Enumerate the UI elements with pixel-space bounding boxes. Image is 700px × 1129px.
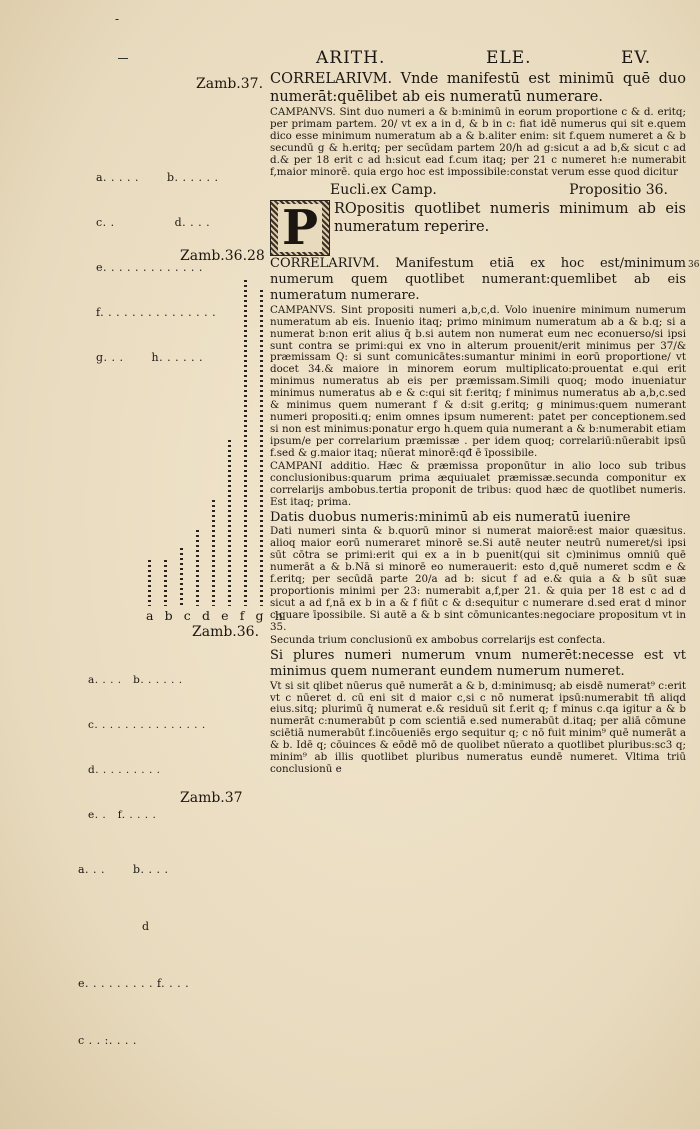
- dot-column-a: [148, 560, 151, 606]
- correlarium-paragraph-2: CORRELARIVM. Manifestum etiā ex hoc est/minimum numerum quem quotlibet numerant:quemlibet ab eis numeratum numerare.: [270, 256, 686, 303]
- running-head: [316, 48, 686, 72]
- proposition-block: [270, 200, 686, 256]
- figure-row: d. . . . . . . . .: [88, 764, 161, 776]
- campani-additio-paragraph: CAMPANI additio. Hæc & præmissa proponūtur in alio loco sub tribus conclusionibus:quarum prima æquiualet præmissæ.secunda componitur ex correlarijs ambobus.tertia proponit de tribus: quod hæc de quotlibet numeris. Est itaq; prima.: [270, 459, 686, 508]
- corner-mark: -: [115, 12, 120, 26]
- figure-row: c . . :. . . .: [78, 1034, 137, 1047]
- figure-row: e. . f. . . . .: [88, 809, 157, 821]
- running-head-middle: ELE.: [486, 48, 532, 68]
- dot-column-d: [196, 530, 199, 606]
- figure-row: a. . . . b. . . . . .: [88, 674, 183, 686]
- figure-row: d: [78, 920, 150, 933]
- heading-left: Eucli.ex Camp.: [330, 181, 437, 198]
- margin-note-zamb-37: Zamb.37.: [196, 76, 264, 92]
- figure-row: f. . . . . . . . . . . . . . .: [96, 306, 217, 319]
- proposition-text: ROpositis quotlibet numeris minimum ab eis numeratum reperire.: [334, 201, 686, 236]
- figure-row: a. . . b. . . .: [78, 863, 169, 876]
- second-conclusion-note: Secunda trium conclusionū ex ambobus correlarijs est confecta.: [270, 633, 606, 646]
- dot-figure-4: [78, 822, 189, 1069]
- running-head-right: EV.: [621, 48, 652, 68]
- dot-figure-1: [96, 140, 219, 380]
- figure-row: a. . . . . b. . . . . .: [96, 171, 219, 184]
- side-number: 36: [688, 260, 700, 270]
- dot-column-h: [260, 290, 263, 606]
- margin-note-zamb-36-28: Zamb.36.28: [180, 248, 265, 264]
- first-conclusion-heading: Datis duobus numeris:minimū ab eis numeratū iuenire: [270, 509, 631, 525]
- third-conclusion-proof: Vt si sit qlibet nūerus quē numerāt a & b, d:minimusq; ab eisdē numerat⁹ c:erit vt c nūeret d. cū eni sit d maior c,si c nō numerat ipsū:numerabit tñ aliqd eius.sitq; plurimū q̄ numerat e.& residuū sit f.erit q; f minus c.qa igitur a & b numerāt c:numerabūt p com scientiā e.sed numerabūt d.itaq; per aliā cōmune sciētiā numerabūt f.incōueniēs ergo sequitur q; c nō fuit minim⁹ quē numerāt a & b. Idē q; cōuinces & eōdē mō de quolibet nūerato a quotlibet pluribus:sc3 q; minim⁹ ab illis quotlibet pluribus numeratus eundē numeret. Vltima triū conclusionū e: [270, 679, 686, 776]
- corner-dash: [118, 58, 128, 59]
- campanus-paragraph-2: CAMPANVS. Sint propositi numeri a,b,c,d. Volo inuenire minimum numerum numeratum ab eis. Inuenio itaq; primo minimum numeratum ab a & b.q; si a numerat b:non erit alius q̄ b.si autem non numerat eum nec econuerso/si ipsi sunt contra se primi:qui ex vno in alterum prouenit/erit minimus per 37/& præmissam Q: si sunt comunicātes:sumantur minimi in eorū proportione/ vt docet 34.& maiore in minorem eorum multiplicato:prouentat e.qui erit minimus numeratus ab eis per præmissam.Simili quoq; modo inueniatur minimus numeratus ab e & c:qui sit f:eritq; f minimus numeratus ab a,b,c.sed & minimus quem numerant f & d:sit g.eritq; g minimus:quem numerant numeri propositi.q; enim omnes ipsum numerent: patet per conceptionem.sed si non est minimus:ponatur ergo h.quem quia numerant a & b:numerabit etiam ipsum/e per correlarium præmissæ . per idem quoq; correlariū:nūerabit ipsū f.sed & g.maior itaq; nūerat minorē:qđ ē īpossibile.: [270, 303, 686, 459]
- figure-row: e. . . . . . . . . . . . .: [96, 261, 203, 274]
- decorated-initial: P: [270, 200, 330, 256]
- dot-figure-3: [88, 643, 206, 838]
- figure-row: c. . . . . . . . . . . . . . .: [88, 719, 206, 731]
- margin-note-zamb-37-b: Zamb.37: [180, 790, 243, 806]
- running-head-left: ARITH.: [316, 48, 386, 68]
- proposition-heading: [330, 182, 668, 198]
- campanus-paragraph: CAMPANVS. Sint duo numeri a & b:minimū in eorum proportione c & d. eritq; per primam partem. 20/ vt ex a in d, & b in c: fiat idē numerus qui sit e.quem dico esse minimum numeratum ab a & b.aliter enim: sit f.quem numeret a & b secundū g & h.eritq; per secūdam partem 20/h ad g:sicut a ad b,& sicut c ad d.& per 18 erit c ad h:sicut ead f.cum itaq; per 21 c numeret h:e numerabit f,maior minorē. quia ergo hoc est impossibile:constat verum esse quod dicitur: [270, 106, 686, 178]
- dot-column-c: [180, 548, 183, 606]
- dot-column-b: [164, 560, 167, 606]
- heading-right: Propositio 36.: [569, 181, 668, 198]
- figure-row: c. . d. . . .: [96, 216, 211, 229]
- dot-column-f: [228, 440, 231, 606]
- figure-letters: a b c d e f g h: [146, 608, 287, 623]
- figure-row: e. . . . . . . . . f. . . .: [78, 977, 190, 990]
- dot-column-g: [244, 280, 247, 606]
- figure-row: g. . . h. . . . . .: [96, 351, 204, 364]
- third-conclusion-heading: Si plures numeri numerum vnum numerēt:necesse est vt minimus quem numerant eundem numerum numeret.: [270, 647, 686, 679]
- dot-column-e: [212, 500, 215, 606]
- first-conclusion-proof: Dati numeri sinta & b.quorū minor si numerat maiorē:est maior quæsitus. alioq maior eorū numeraret minorē se.Si autē neuter neutrū numeret/si ipsi sūt cōtra se primi:erit qui ex a in b puenit(qui sit c)minimus omniū quē numerāt a & b.Nā si minorē eo numerauerit: esto d,quē numeret scdm e & f.eritq; per secūdā parte 20/a ad b: sicut f ad e.& quia a & b sūt suæ proportionis minimi per 23: numerabit a,f,per 21. & quia per 18 est c ad d sicut a ad f,nā ex b in a & f fiūt c & d:sequitur c numerare d.sed erat d minor c.quare īpossibile. Si autē a & b sint cōmunicantes:negociare propositum vt in 35.: [270, 525, 686, 633]
- margin-note-zamb-36: Zamb.36.: [192, 624, 260, 640]
- correlarium-paragraph: CORRELARIVM. Vnde manifestū est minimū quē duo numerāt:quēlibet ab eis numeratū numerare.: [270, 71, 686, 106]
- main-text: [270, 70, 686, 777]
